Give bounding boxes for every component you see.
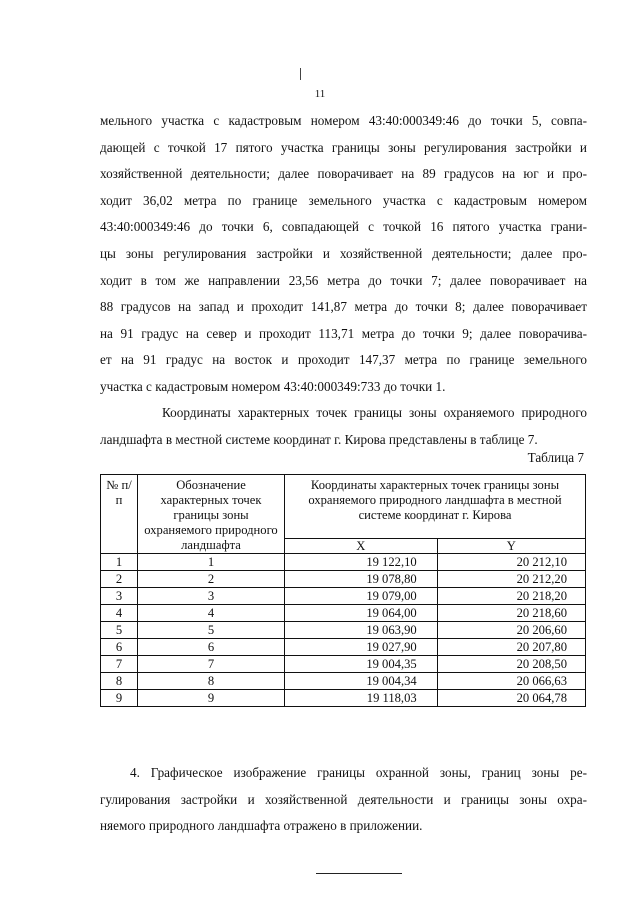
- coordinates-table: [100, 474, 586, 707]
- row-number: 6: [101, 639, 138, 656]
- row-x: 19 004,35: [285, 656, 438, 673]
- text-line: Координаты характерных точек границы зоны охраняемого природного: [162, 405, 587, 420]
- text-line: ходит 36,02 метра по границе земельного участка с кадастровым номером: [100, 192, 587, 208]
- text-line: ет на 91 градус на восток и проходит 147,37 метра по границе земельного: [100, 352, 587, 368]
- text-line: участка с кадастровым номером 43:40:000349:733 до точки 1.: [100, 378, 446, 394]
- text-line: ходит в том же направлении 23,56 метра до точки 7; далее поворачивает на: [100, 272, 587, 288]
- row-y: 20 064,78: [437, 690, 585, 707]
- text-line: хозяйственной деятельности; далее поворачивает на 89 градусов на юг и про-: [100, 166, 587, 182]
- row-point: 3: [138, 588, 285, 605]
- text-line: гулирования застройки и хозяйственной деятельности и границы зоны охра-: [100, 791, 587, 807]
- header-number: № п/п: [101, 475, 138, 554]
- row-point: 5: [138, 622, 285, 639]
- row-x: 19 118,03: [285, 690, 438, 707]
- header-point-name: Обозначение характерных точек границы зоны охраняемого природного ландшафта: [138, 475, 285, 554]
- row-y: 20 208,50: [437, 656, 585, 673]
- header-x: X: [285, 538, 438, 553]
- row-number: 8: [101, 673, 138, 690]
- row-point: 7: [138, 656, 285, 673]
- text-line: ландшафта в местной системе координат г. Кирова представлены в таблице 7.: [100, 431, 538, 447]
- table-caption: Таблица 7: [527, 450, 584, 465]
- table-row: [101, 588, 586, 605]
- paragraph-table-intro: [100, 400, 587, 453]
- row-x: 19 064,00: [285, 605, 438, 622]
- text-line: цы зоны регулирования застройки и хозяйственной деятельности; далее про-: [100, 245, 587, 261]
- row-point: 1: [138, 554, 285, 571]
- table-row: [101, 605, 586, 622]
- row-x: 19 004,34: [285, 673, 438, 690]
- row-point: 2: [138, 571, 285, 588]
- row-number: 7: [101, 656, 138, 673]
- row-y: 20 066,63: [437, 673, 585, 690]
- row-number: 5: [101, 622, 138, 639]
- row-y: 20 212,20: [437, 571, 585, 588]
- text-line: 4. Графическое изображение границы охранной зоны, границ зоны ре-: [130, 765, 587, 780]
- row-y: 20 218,60: [437, 605, 585, 622]
- row-y: 20 212,10: [437, 554, 585, 571]
- text-line: на 91 градус на север и проходит 113,71 метра до точки 9; далее поворачива-: [100, 325, 587, 341]
- paragraph-graphic-reference: [100, 760, 587, 840]
- header-coordinates: Координаты характерных точек границы зоны охраняемого природного ландшафта в местной системе координат г. Кирова: [285, 475, 586, 539]
- row-point: 4: [138, 605, 285, 622]
- text-line: 88 градусов на запад и проходит 141,87 метра до точки 8; далее поворачивает: [100, 299, 587, 315]
- row-point: 6: [138, 639, 285, 656]
- table-row: [101, 554, 586, 571]
- text-line: 43:40:000349:46 до точки 6, совпадающей с точкой 16 пятого участка грани-: [100, 219, 587, 235]
- row-point: 9: [138, 690, 285, 707]
- row-x: 19 122,10: [285, 554, 438, 571]
- row-number: 2: [101, 571, 138, 588]
- row-x: 19 079,00: [285, 588, 438, 605]
- footer-rule: [316, 873, 402, 874]
- text-line: мельного участка с кадастровым номером 43:40:000349:46 до точки 5, совпа-: [100, 113, 587, 128]
- row-x: 19 063,90: [285, 622, 438, 639]
- row-y: 20 218,20: [437, 588, 585, 605]
- row-number: 9: [101, 690, 138, 707]
- row-number: 1: [101, 554, 138, 571]
- scan-mark: [300, 68, 301, 80]
- row-point: 8: [138, 673, 285, 690]
- row-y: 20 206,60: [437, 622, 585, 639]
- table-row: [101, 673, 586, 690]
- text-line: няемого природного ландшафта отражено в приложении.: [100, 818, 423, 834]
- row-number: 4: [101, 605, 138, 622]
- table-row: [101, 639, 586, 656]
- text-line: дающей с точкой 17 пятого участка границы зоны регулирования застройки и: [100, 139, 587, 155]
- header-y: Y: [437, 538, 585, 553]
- row-number: 3: [101, 588, 138, 605]
- row-x: 19 027,90: [285, 639, 438, 656]
- paragraph-route-description: [100, 108, 587, 401]
- table-row: [101, 571, 586, 588]
- row-x: 19 078,80: [285, 571, 438, 588]
- page-number: 11: [314, 88, 326, 100]
- table-row: [101, 656, 586, 673]
- table-row: [101, 622, 586, 639]
- row-y: 20 207,80: [437, 639, 585, 656]
- table-row: [101, 690, 586, 707]
